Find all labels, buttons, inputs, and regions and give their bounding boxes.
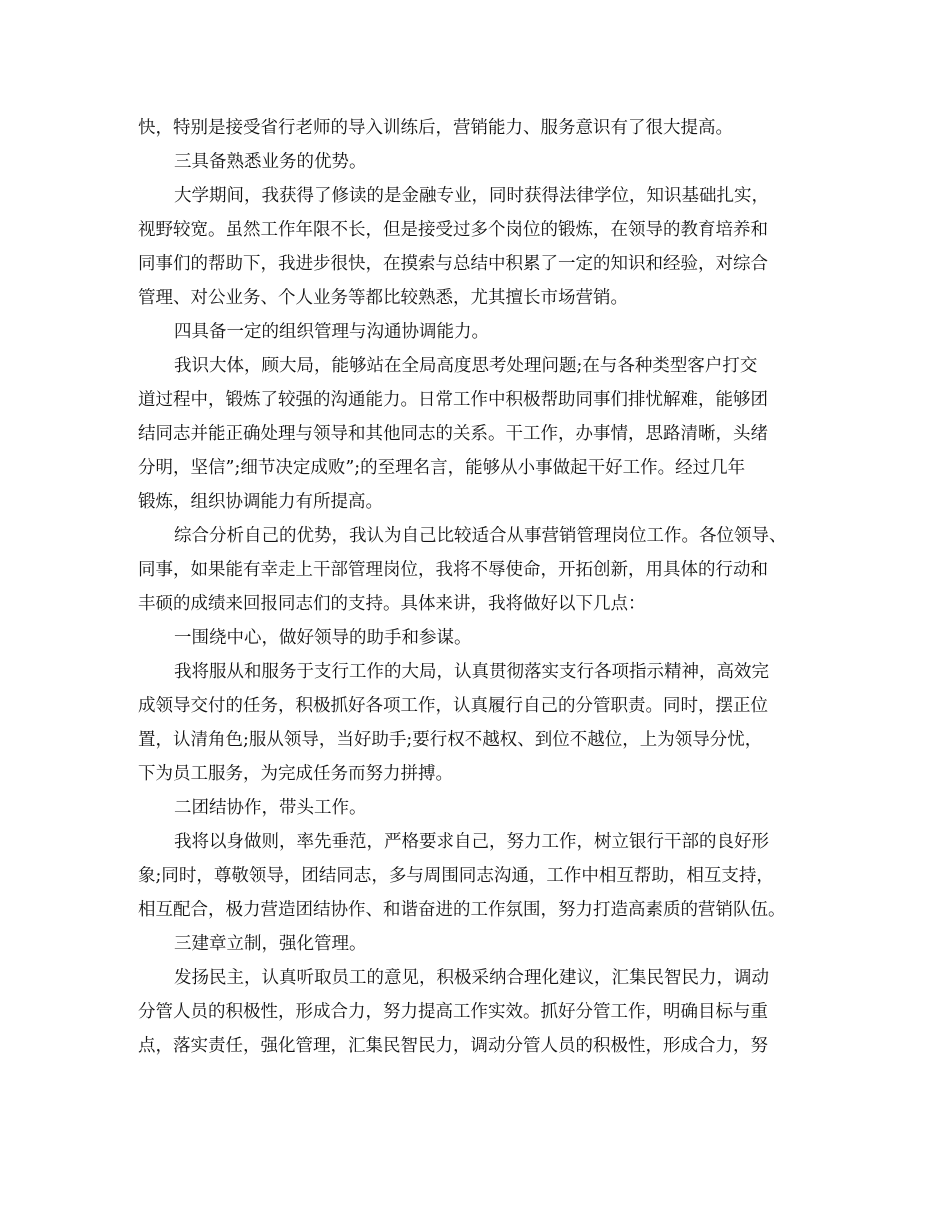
text-line: 快，特别是接受省行老师的导入训练后，营销能力、服务意识有了很大提高。 (138, 118, 733, 138)
text-line: 分管人员的积极性，形成合力，努力提高工作实效。抓好分管工作，明确目标与重 (138, 1002, 768, 1022)
text-line: 相互配合，极力营造团结协作、和谐奋进的工作氛围，努力打造高素质的营销队伍。 (138, 900, 786, 920)
text-line: 象;同时，尊敬领导，团结同志，多与周围同志沟通，工作中相互帮助，相互支持， (138, 866, 774, 886)
text-line: 发扬民主，认真听取员工的意见，积极采纳合理化建议，汇集民智民力，调动 (174, 968, 769, 988)
text-line: 置，认清角色;服从领导，当好助手;要行权不越权、到位不越位，上为领导分忧， (138, 730, 763, 750)
text-line: 结同志并能正确处理与领导和其他同志的关系。干工作，办事情，思路清晰，头绪 (138, 424, 768, 444)
text-line: 成领导交付的任务，积极抓好各项工作，认真履行自己的分管职责。同时，摆正位 (138, 696, 768, 716)
text-line: 我识大体，顾大局，能够站在全局高度思考处理问题;在与各种类型客户打交 (174, 356, 758, 376)
text-line: 综合分析自己的优势，我认为自己比较适合从事营销管理岗位工作。各位领导、 (174, 526, 787, 546)
text-line: 道过程中，锻炼了较强的沟通能力。日常工作中积极帮助同事们排忧解难，能够团 (138, 390, 768, 410)
text-line: 管理、对公业务、个人业务等都比较熟悉，尤其擅长市场营销。 (138, 288, 628, 308)
section-heading: 三建章立制，强化管理。 (174, 934, 367, 954)
text-line: 点，落实责任，强化管理，汇集民智民力，调动分管人员的积极性，形成合力，努 (138, 1036, 768, 1056)
text-line: 视野较宽。虽然工作年限不长，但是接受过多个岗位的锻炼，在领导的教育培养和 (138, 220, 768, 240)
text-line: 分明，坚信”;细节决定成败”;的至理名言，能够从小事做起干好工作。经过几年 (138, 458, 746, 478)
text-line: 下为员工服务，为完成任务而努力拼搏。 (138, 764, 453, 784)
section-heading: 四具备一定的组织管理与沟通协调能力。 (174, 322, 489, 342)
section-heading: 二团结协作，带头工作。 (174, 798, 367, 818)
section-heading: 三具备熟悉业务的优势。 (174, 152, 367, 172)
text-line: 我将服从和服务于支行工作的大局，认真贯彻落实支行各项指示精神，高效完 (174, 662, 769, 682)
text-line: 丰硕的成绩来回报同志们的支持。具体来讲，我将做好以下几点： (138, 594, 646, 614)
text-line: 我将以身做则，率先垂范，严格要求自己，努力工作，树立银行干部的良好形 (174, 832, 769, 852)
text-line: 同事，如果能有幸走上干部管理岗位，我将不辱使命，开拓创新，用具体的行动和 (138, 560, 768, 580)
text-line: 同事们的帮助下，我进步很快，在摸索与总结中积累了一定的知识和经验，对综合 (138, 254, 768, 274)
section-heading: 一围绕中心，做好领导的助手和参谋。 (174, 628, 472, 648)
text-line: 大学期间，我获得了修读的是金融专业，同时获得法律学位，知识基础扎实， (174, 186, 769, 206)
text-line: 锻炼，组织协调能力有所提高。 (138, 492, 383, 512)
